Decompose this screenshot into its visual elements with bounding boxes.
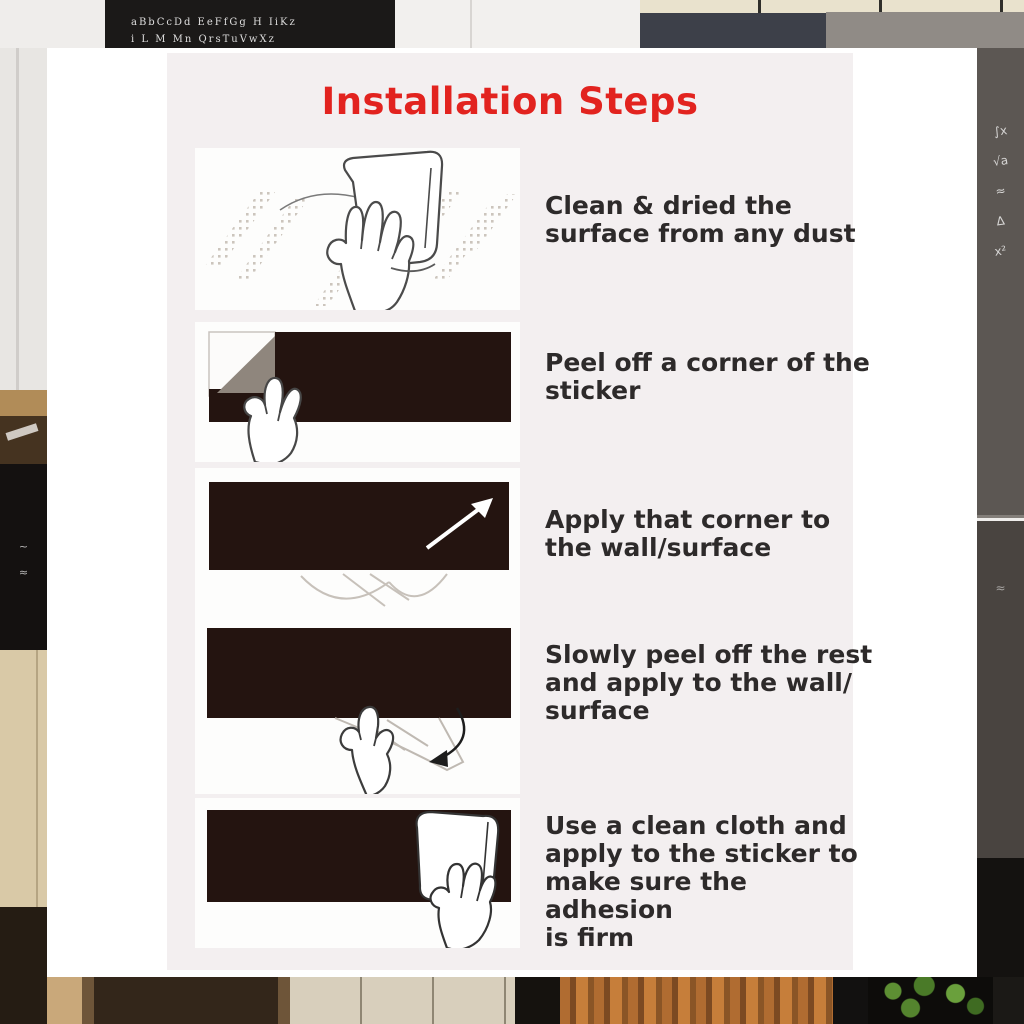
step5-illustration	[195, 798, 520, 948]
left-cabinet	[0, 650, 47, 907]
text-line: sticker	[545, 376, 641, 405]
text-line: Clean & dried the	[545, 191, 792, 220]
step2-text	[545, 349, 877, 405]
bottom-cream-cabinet	[290, 977, 515, 1024]
chalk-mark: ∫x	[992, 123, 1009, 139]
step4-text	[545, 641, 877, 725]
step4-illustration	[195, 618, 520, 794]
left-wood-strip	[0, 390, 47, 416]
text-line: Peel off a corner of the	[545, 348, 870, 377]
right-chalkboard-wall	[977, 48, 1024, 518]
press-cloth-icon	[195, 798, 520, 948]
peel-rest-icon	[195, 618, 520, 794]
left-dark-corner	[0, 907, 47, 1024]
text-line: Slowly peel off the rest	[545, 640, 873, 669]
text-line: Apply that corner to	[545, 505, 831, 534]
top-concrete-wall	[826, 12, 1024, 50]
bottom-dark-door	[82, 977, 290, 1024]
chalk-mark: x²	[993, 243, 1008, 259]
chalk-mark: √a	[992, 153, 1009, 169]
text-line: surface from any dust	[545, 219, 856, 248]
bottom-dark-gap	[833, 977, 868, 1024]
hand-wiping-cloth-icon	[195, 148, 520, 310]
bottom-carved-wood	[560, 977, 833, 1024]
step1-illustration	[195, 148, 520, 310]
step3-illustration	[195, 468, 520, 618]
right-chalkboard-lower	[977, 521, 1024, 858]
chalk-mark: ≈	[995, 581, 1006, 595]
step1-text	[545, 192, 877, 248]
text-line: make sure the adhesion	[545, 867, 747, 924]
text-line: the wall/surface	[545, 533, 772, 562]
bottom-dark-corner	[993, 977, 1024, 1024]
ghost-fold-outline	[301, 574, 447, 606]
step2-illustration	[195, 322, 520, 462]
sticker-sheet	[209, 482, 509, 570]
hand-shape	[341, 707, 393, 794]
left-cabinet-seam	[36, 650, 38, 907]
hand-shape	[327, 202, 413, 310]
top-slate-counter	[640, 13, 828, 50]
chalk-mark: ≈	[994, 183, 1007, 199]
left-wall	[0, 48, 47, 390]
text-line: and apply to the wall/	[545, 668, 852, 697]
step3-text	[545, 506, 877, 562]
step5-text	[545, 812, 877, 952]
text-line: apply to the sticker to	[545, 839, 858, 868]
apply-corner-icon	[195, 468, 520, 618]
chalk-mark: ≈	[18, 566, 29, 579]
chalk-text-line: aBbCcDd EeFfGg H IiKz	[131, 17, 297, 28]
bottom-plant	[868, 977, 993, 1024]
text-line: surface	[545, 696, 650, 725]
text-line: Use a clean cloth and	[545, 811, 847, 840]
bottom-dark-gap	[515, 977, 560, 1024]
peel-corner-icon	[195, 322, 520, 462]
chalk-mark: ∆	[995, 213, 1006, 229]
left-chalkboard-sign	[0, 464, 47, 650]
page-title: Installation Steps	[321, 80, 699, 123]
arrow-head	[429, 750, 448, 767]
door-frame-line	[470, 0, 472, 50]
sticker-sheet	[207, 628, 511, 718]
left-wall-frame-line	[16, 48, 19, 390]
chalk-mark: ~	[18, 540, 29, 553]
top-wall	[395, 0, 640, 50]
text-line: is firm	[545, 923, 635, 952]
chalk-text-line: i L M Mn QrsTuVwXz	[131, 34, 276, 45]
bottom-cabinet-tan	[47, 977, 82, 1024]
